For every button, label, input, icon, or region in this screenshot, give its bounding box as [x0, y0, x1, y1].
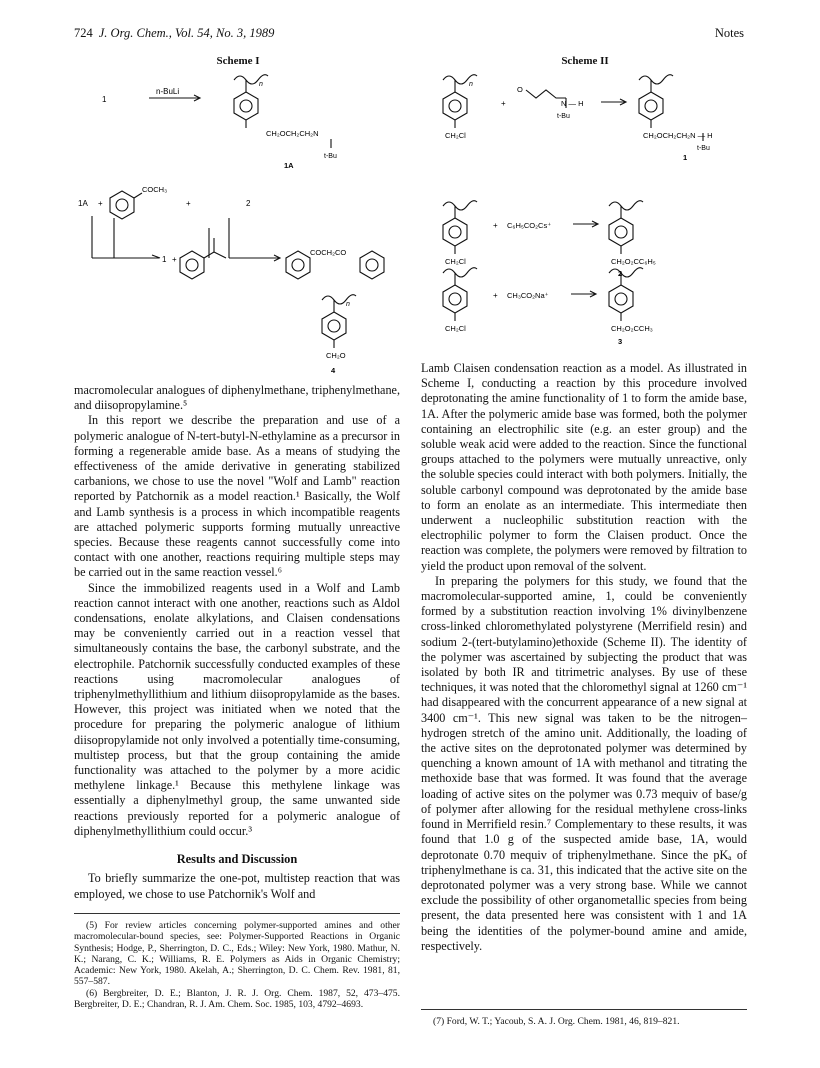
label-4: 4 — [331, 366, 336, 375]
journal-citation — [74, 26, 274, 41]
label-plus-3: + — [172, 255, 177, 264]
section-heading: Results and Discussion — [176, 852, 298, 867]
scheme-1-drawing — [74, 68, 404, 378]
label-plus-b: + — [493, 221, 498, 230]
footnotes-right — [421, 1009, 747, 1027]
footnote: (6) Bergbreiter, D. E.; Blanton, J. R. J. Org. Chem. 1987, 52, 473–475. Bergbreiter, D. E.; Chandran, R. J. Am. Chem. Soc. 1985, 103, 4792–4693. — [74, 987, 400, 1011]
scheme-2-drawing — [421, 68, 751, 358]
label-product-1: CH₂OCH₂CH₂N — H — [643, 131, 713, 140]
left-column — [74, 383, 400, 902]
footnote: (5) For review articles concerning polymer-supported amines and other macromolecular-bound species, see: Polymer-Supported Reactions in Organic Synthesis; Hodge, P., Sherrington, D. C., Eds.; Wiley: New York, 1980. Mathur, N. K.; Narang, C. K.; Williams, R. E. Polymers as Aids in Organic Chemistry; Academic: New York, 1980. Akelah, A.; Sherrington, D. C. Chem. Rev. 1981, 81, 557–587. — [74, 920, 400, 988]
label-plus-1: + — [98, 199, 103, 208]
label-o-minus: O — [517, 85, 523, 94]
paragraph: macromolecular analogues of diphenylmethane, triphenylmethane, and diisopropylamine.⁵ — [74, 383, 400, 413]
label-cochco: COCH₂CO — [310, 248, 347, 257]
label-1a-reactant: 1A — [78, 199, 88, 208]
label-ch2cl-3: CH₂Cl — [445, 324, 466, 333]
label-nh: N — H — [561, 99, 584, 108]
label-nbuli: n-BuLi — [156, 87, 180, 96]
section-name: Notes — [714, 26, 744, 40]
scheme-1-title: Scheme I — [216, 55, 260, 67]
label-plus-c: + — [493, 291, 498, 300]
label-tbu-a: t-Bu — [557, 113, 570, 120]
label-plus-a: + — [501, 99, 506, 108]
label-ch2o: CH₂O — [326, 351, 346, 360]
paragraph: Since the immobilized reagents used in a Wolf and Lamb reaction cannot interact with one another, reactions such as Aldol condensations, enolate alkylations, and Claisen condensations may be conveniently carried out in a reaction vessel that simultaneously contains the base, the carbonyl substrate, and the electrophile. Patchornik successfully conducted examples of these reactions using macromolecular analogues of triphenylmethyllithium and lithium diisopropylamide as the bases. However, this project was initiated when we noted that the procedure for preparing the polymeric analogue of lithium diisopropylamide not only involved a potentially time-consuming, multistep process, but that the group containing the amide functionality was attached to the polymer by a more acidic methylene linkage.¹ Because this methylene linkage was essentially a diphenylmethyl group, the same unwanted side reactions previously reported for a polymeric analogue of diphenylmethyllithium could occur.³ — [74, 580, 400, 838]
label-2: 2 — [618, 269, 623, 278]
label-n-row1-left: n — [469, 81, 473, 88]
label-1a: 1A — [284, 161, 294, 170]
label-tbu-1a: t-Bu — [324, 153, 337, 160]
paragraph: In preparing the polymers for this study, we found that the macromolecular-supported amine, 1, could be conveniently formed by a substitution reaction involving 1% divinylbenzene cross-linked chloromethylated polystyrene (Merrifield resin) and sodium 2-(tert-butylamino)ethoxide (Scheme II). The identity of the polymer was ascertained by subjecting the product that was isolated by both IR and titrimetric analyses. By use of these techniques, it was noted that the chloromethyl signal at 1260 cm⁻¹ had disappeared with the concurrent appearance of a new signal at 3400 cm⁻¹. This new signal was taken to be the nitrogen–hydrogen stretch of the amino unit. Additionally, the loading of the active sites on the deprotonated polymer was determined by quenching a known amount of 1A with methanol and titrating the methoxide base that was formed. It was found that the average loading of active sites on the polymer was 0.73 mequiv of base/g of polymer after allowing for the residual methylene cross-links found in Merrifield resin.⁷ Complementary to these results, it was found that 1.0 g of the suspected amide base, 1A, would deprotonate 0.70 mequiv of triphenylmethane. Since the pKₐ of triphenylmethane is ca. 31, this indicated that the active site on the deprotonated polymer was a very strong base. While we cannot exclude the possibility of other organometallic species from being present, the data presented here was consistent with 1 and 1A being the identities of the polymer-bound amine and amide, respectively. — [421, 573, 747, 953]
label-plus-2: + — [186, 199, 191, 208]
paragraph: In this report we describe the preparation and use of a polymeric analogue of N-tert-butyl-N-ethylamine as a precursor in forming a regenerable amide base. As a means of studying the effectiveness of the amide derivative in generating stabilized carbanions, we chose to use the novel "Wolf and Lamb" reaction reported by Patchornik as a model reaction.¹ Basically, the Wolf and Lamb synthesis is a process in which incompatible reagents are attached polymeric supports forming mutually unreactive species. Because these reagents cannot successfully come into contact with one another, reactions requiring multiple steps may be carried out in the same reaction vessel.⁶ — [74, 413, 400, 580]
label-1: 1 — [683, 153, 688, 162]
label-side-chain-1a: CH₂OCH₂CH₂N — [266, 129, 319, 138]
footnote: (7) Ford, W. T.; Yacoub, S. A. J. Org. Chem. 1981, 46, 819–821. — [433, 1016, 680, 1027]
label-product-2: CH₂O₂CC₆H₅ — [611, 257, 656, 266]
label-coch3: COCH₃ — [142, 185, 168, 194]
right-column — [421, 361, 747, 954]
label-1-below: 1 — [162, 255, 167, 264]
label-reagent-c: CH₃CO₂Na⁺ — [507, 291, 549, 300]
scheme-2-title: Scheme II — [561, 55, 609, 67]
paragraph: To briefly summarize the one-pot, multistep reaction that was employed, we chose to use Patchornik's Wolf and — [74, 871, 400, 901]
label-tbu-b: t-Bu — [697, 145, 710, 152]
page-number: 724 — [74, 26, 93, 40]
paragraph: Lamb Claisen condensation reaction as a model. As illustrated in Scheme I, conducting a reaction by this procedure involved deprotonating the amine functionality of 1 to form the amide base, 1A. After the polymeric amide base was formed, both the polymer containing an electrophilic site (e.g. an ester group) and the soluble weak acid were added to the reaction. Since the functional groups attached to the polymers were mutually unreactive, only the soluble species could interact with both polymers. Initially, the soluble carbonyl compound was deprotonated by the amide base to form an enolate as an intermediate. This intermediate then underwent a nucleophilic substitution reaction with the electrophilic polymer to form the Claisen product. Once the reaction was complete, the polymers were removed by filtration to yield the product upon removal of the solvent. — [421, 361, 747, 573]
running-header — [74, 26, 744, 44]
journal-name: J. Org. Chem., Vol. 54, No. 3, 1989 — [98, 26, 275, 40]
label-ch2cl-1: CH₂Cl — [445, 131, 466, 140]
footnotes-left — [74, 913, 400, 1010]
label-product-3: CH₂O₂CCH₃ — [611, 324, 653, 333]
label-n-1a: n — [259, 81, 263, 88]
label-ch2cl-2: CH₂Cl — [445, 257, 466, 266]
label-n-4: n — [346, 301, 350, 308]
label-3: 3 — [618, 337, 623, 346]
label-2: 2 — [246, 199, 251, 208]
label-reagent-b: C₆H₅CO₂Cs⁺ — [507, 221, 552, 230]
label-1: 1 — [102, 95, 107, 104]
